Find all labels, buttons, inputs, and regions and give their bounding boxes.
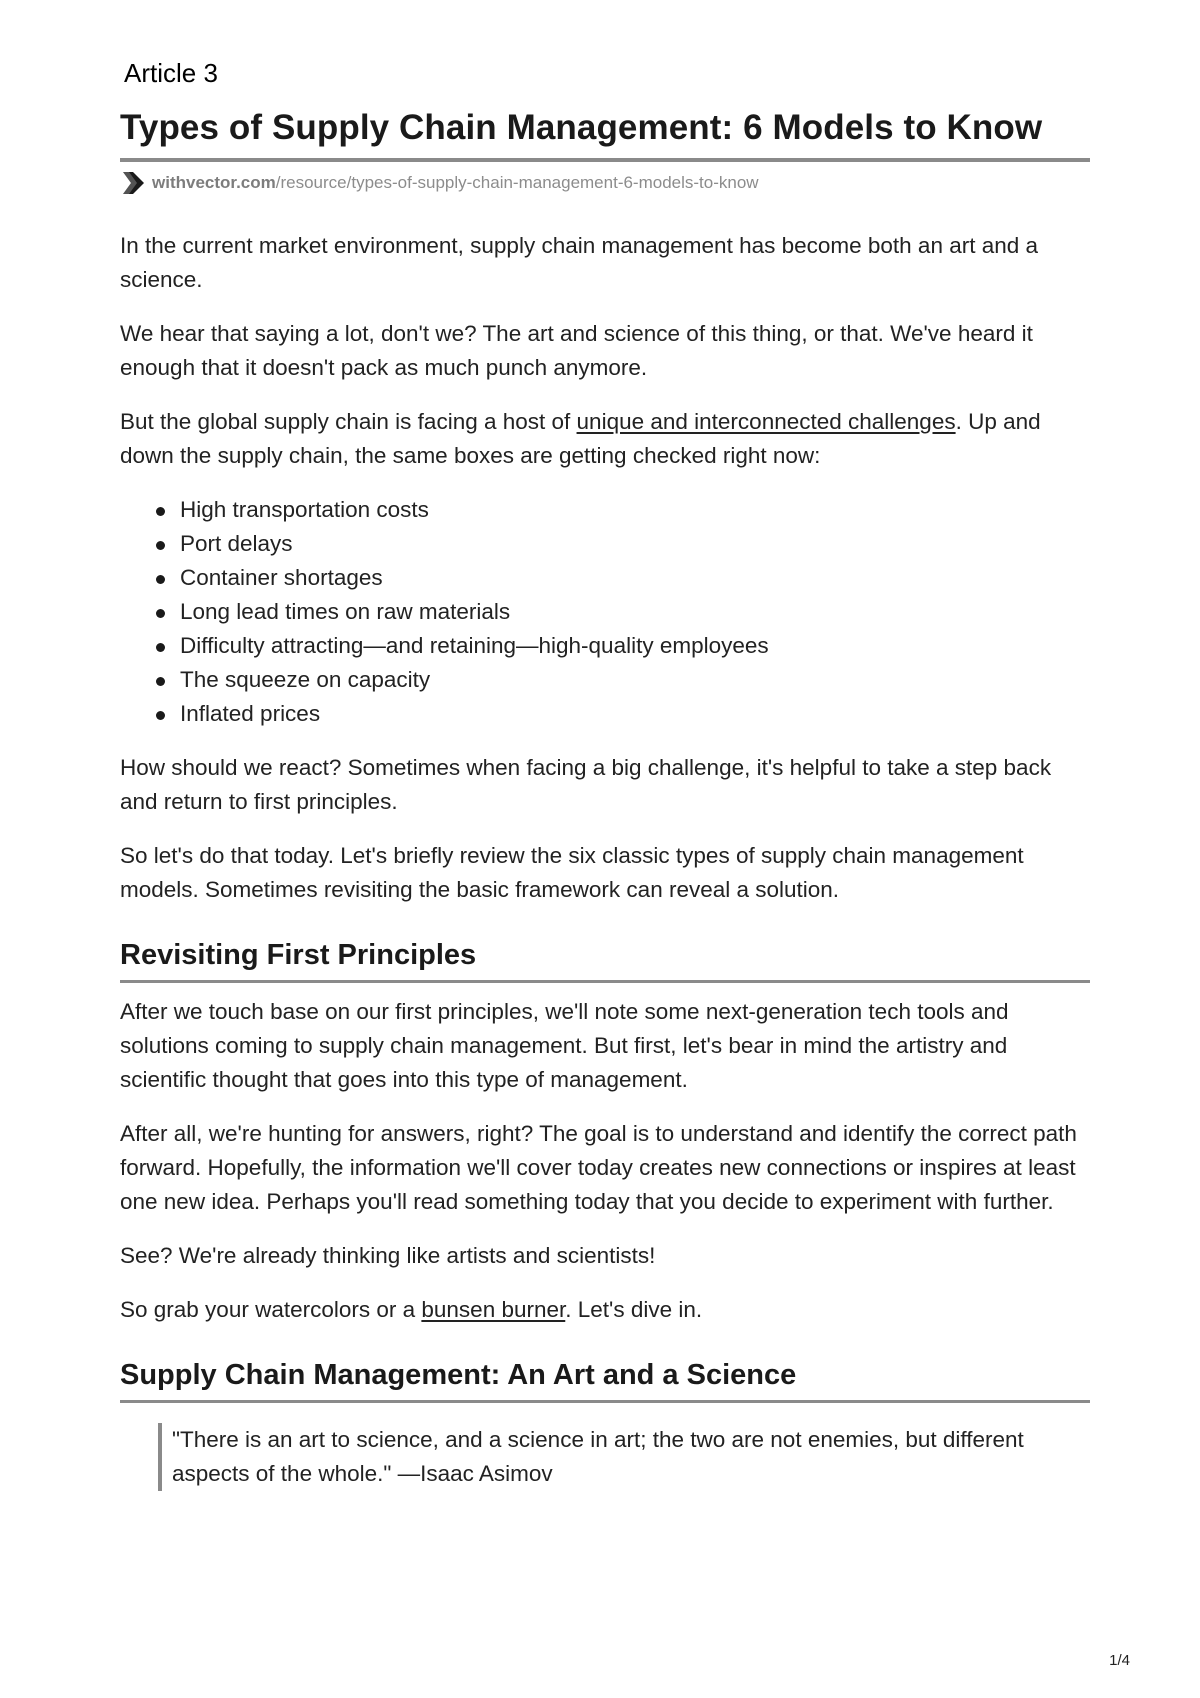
page-number: 1/4 [1109, 1652, 1130, 1669]
intro-paragraph-3-after: . Up and down the supply chain, the same boxes are getting checked right now: [120, 409, 1041, 468]
source-url-line [120, 170, 1090, 196]
section1-paragraph-2: After all, we're hunting for answers, right? The goal is to understand and identify the correct path forward. Hopefully, the information we'll cover today creates new connections or inspires at least one new idea. Perhaps you'll read something today that you decide to experiment with further. [120, 1121, 1077, 1214]
asimov-blockquote: "There is an art to science, and a science in art; the two are not enemies, but different aspects of the whole." —Isaac Asimov [158, 1423, 1090, 1491]
section1-paragraph-1: After we touch base on our first principles, we'll note some next-generation tech tools and solutions coming to supply chain management. But first, let's bear in mind the artistry and scientific thought that goes into this type of management. [120, 999, 1009, 1092]
intro-paragraph-2: We hear that saying a lot, don't we? The art and science of this thing, or that. We've heard it enough that it doesn't pack as much punch anymore. [120, 321, 1033, 380]
intro-paragraph-3-before: But the global supply chain is facing a host of [120, 409, 577, 434]
list-item: Port delays [120, 527, 1090, 561]
article-title: Types of Supply Chain Management: 6 Models to Know [120, 108, 1090, 162]
intro-paragraph-4: How should we react? Sometimes when facing a big challenge, it's helpful to take a step back and return to first principles. [120, 755, 1052, 814]
source-domain[interactable]: withvector.com [152, 173, 276, 192]
list-item: The squeeze on capacity [120, 663, 1090, 697]
section1-paragraph-4-after: . Let's dive in. [565, 1297, 703, 1322]
intro-paragraph-3 [120, 405, 1090, 473]
section1-paragraph-4 [120, 1293, 1090, 1327]
challenges-link[interactable]: unique and interconnected challenges [576, 409, 956, 434]
list-item: Long lead times on raw materials [120, 595, 1090, 629]
article-label: Article 3 [124, 58, 218, 88]
section1-paragraph-3: See? We're already thinking like artists and scientists! [120, 1243, 656, 1268]
list-item: Difficulty attracting—and retaining—high-quality employees [120, 629, 1090, 663]
section-heading-first-principles: Revisiting First Principles [120, 939, 1090, 983]
bunsen-burner-link[interactable]: bunsen burner [421, 1297, 566, 1322]
chevron-logo-icon [120, 170, 146, 196]
section-heading-art-and-science: Supply Chain Management: An Art and a Science [120, 1359, 1090, 1403]
article-content [120, 108, 1090, 1491]
intro-paragraph-1: In the current market environment, supply chain management has become both an art and a science. [120, 233, 1039, 292]
challenges-list [120, 493, 1090, 731]
list-item: Container shortages [120, 561, 1090, 595]
intro-paragraph-5: So let's do that today. Let's briefly review the six classic types of supply chain management models. Sometimes revisiting the basic framework can reveal a solution. [120, 843, 1024, 902]
list-item: Inflated prices [120, 697, 1090, 731]
list-item: High transportation costs [120, 493, 1090, 527]
section1-paragraph-4-before: So grab your watercolors or a [120, 1297, 422, 1322]
source-path[interactable]: /resource/types-of-supply-chain-management-6-models-to-know [275, 173, 759, 192]
